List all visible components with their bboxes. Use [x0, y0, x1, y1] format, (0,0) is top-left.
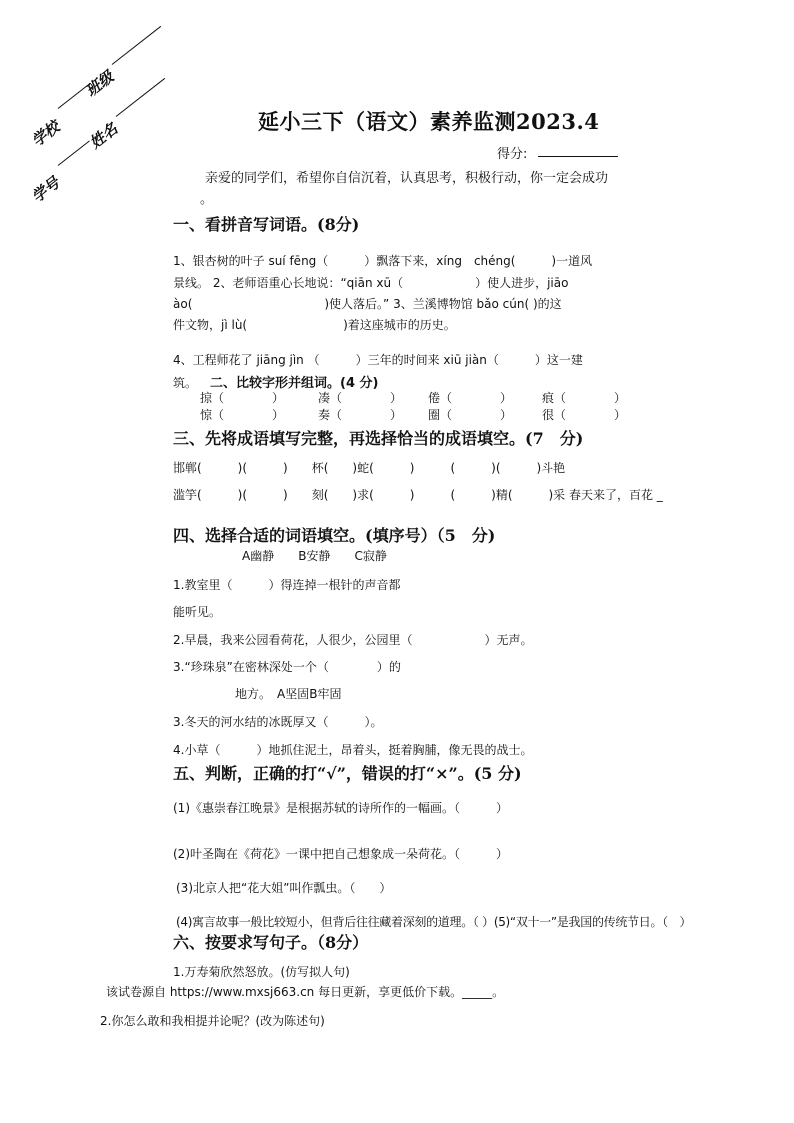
- section2-cell: 圈（ ）: [428, 408, 513, 422]
- section3-heading: 三、先将成语填写完整，再选择恰当的成语填空。(7 分): [173, 429, 584, 448]
- section4-item: 1.教室里（ ）得连掉一根针的声音都: [173, 578, 401, 592]
- score-blank[interactable]: [538, 156, 618, 157]
- section4-heading: 四、选择合适的词语填空。(填序号）（5 分): [173, 526, 496, 545]
- intro-line1: 亲爱的同学们，希望你自信沉着，认真思考，积极行动，你一定会成功: [205, 171, 609, 186]
- section4-item: 4.小草（ ）地抓住泥土，昂着头，挺着胸脯，像无畏的战士。: [173, 743, 533, 757]
- score-label: 得分:: [497, 147, 528, 162]
- section1-line: 4、工程师花了 jiāng jìn （ ）三年的时间来 xiū jiàn（ ）这一建: [173, 353, 583, 367]
- name-blank: [116, 78, 165, 117]
- section4-options: A幽静 B安静 C寂静: [242, 549, 387, 563]
- section5-item: (3)北京人把“花大姐”叫作瓢虫。（ ）: [176, 881, 392, 895]
- intro-line2: 。: [200, 192, 214, 207]
- page-title: 延小三下（语文）素养监测2023.4: [258, 109, 600, 134]
- section2-cell: 痕（ ）: [542, 391, 627, 405]
- class-label: 班级: [82, 67, 118, 101]
- source-note: 该试卷源自 https://www.mxsj663.cn 每日更新，享更低价下载。_____。: [106, 985, 505, 999]
- section1-heading: 一、看拼音写词语。(8分): [173, 215, 360, 234]
- section4-item: 3.“珍珠泉”在密林深处一个（ ）的: [173, 660, 401, 674]
- section6-heading: 六、按要求写句子。（8分）: [173, 933, 369, 952]
- section4-item: 2.早晨，我来公园看荷花，人很少，公园里（ ）无声。: [173, 633, 533, 647]
- class-blank: [112, 26, 161, 65]
- section2-cell: 倦（ ）: [428, 391, 513, 405]
- section1-line: 件文物，jì lù( )着这座城市的历史。: [173, 318, 456, 332]
- section3-line1: 邯郸( )( ) 杯( )蛇( ) ( )( )斗艳: [173, 461, 566, 475]
- section4-item: 能听见。: [173, 605, 222, 619]
- section5-item: (4)寓言故事一般比较短小，但背后往往藏着深刻的道理。（ ）(5)“双十一”是我国的传统节日。（ ）: [176, 915, 692, 929]
- student-no-blank: [58, 140, 90, 165]
- name-label: 姓名: [86, 119, 122, 153]
- section1-line: 景线。 2、老师语重心长地说：“qiān xū（ ）使人进步，jiāo: [173, 276, 569, 290]
- section2-heading: 二、比较字形并组词。(4 分): [210, 376, 379, 391]
- school-label: 学校: [28, 117, 64, 151]
- section6-q1: 1.万寿菊欣然怒放。(仿写拟人句): [173, 965, 350, 979]
- section5-item: (1)《惠崇春江晚景》是根据苏轼的诗所作的一幅画。（ ）: [173, 801, 509, 815]
- section2-cell: 惊（ ）: [200, 408, 285, 422]
- section2-cell: 很（ ）: [542, 408, 627, 422]
- section5-heading: 五、判断，正确的打“√”，错误的打“×”。(5 分): [173, 764, 522, 783]
- section2-line-prefix: 筑。: [173, 376, 198, 390]
- section1-line: 1、银杏树的叶子 suí fēng（ ）飘落下来，xíng chéng( )一道风: [173, 254, 593, 268]
- section4-item: 3.冬天的河水结的冰既厚又（ ）。: [173, 715, 383, 729]
- section4-item: 地方。 A坚固B牢固: [235, 687, 342, 701]
- section6-q2: 2.你怎么敢和我相提并论呢？(改为陈述句): [100, 1014, 325, 1028]
- section3-line2: 滥竽( )( ) 刻( )求( ) ( )精( )采 春天来了，百花 _: [173, 488, 663, 502]
- section2-cell: 奏（ ）: [318, 408, 403, 422]
- section5-item: (2)叶圣陶在《荷花》一课中把自己想象成一朵荷花。（ ）: [173, 847, 509, 861]
- section2-cell: 掠（ ）: [200, 391, 285, 405]
- student-no-label: 学号: [28, 173, 64, 207]
- section2-cell: 凑（ ）: [318, 391, 403, 405]
- section1-line: ào( )使人落后。” 3、兰溪博物馆 bǎo cún( )的这: [173, 297, 562, 311]
